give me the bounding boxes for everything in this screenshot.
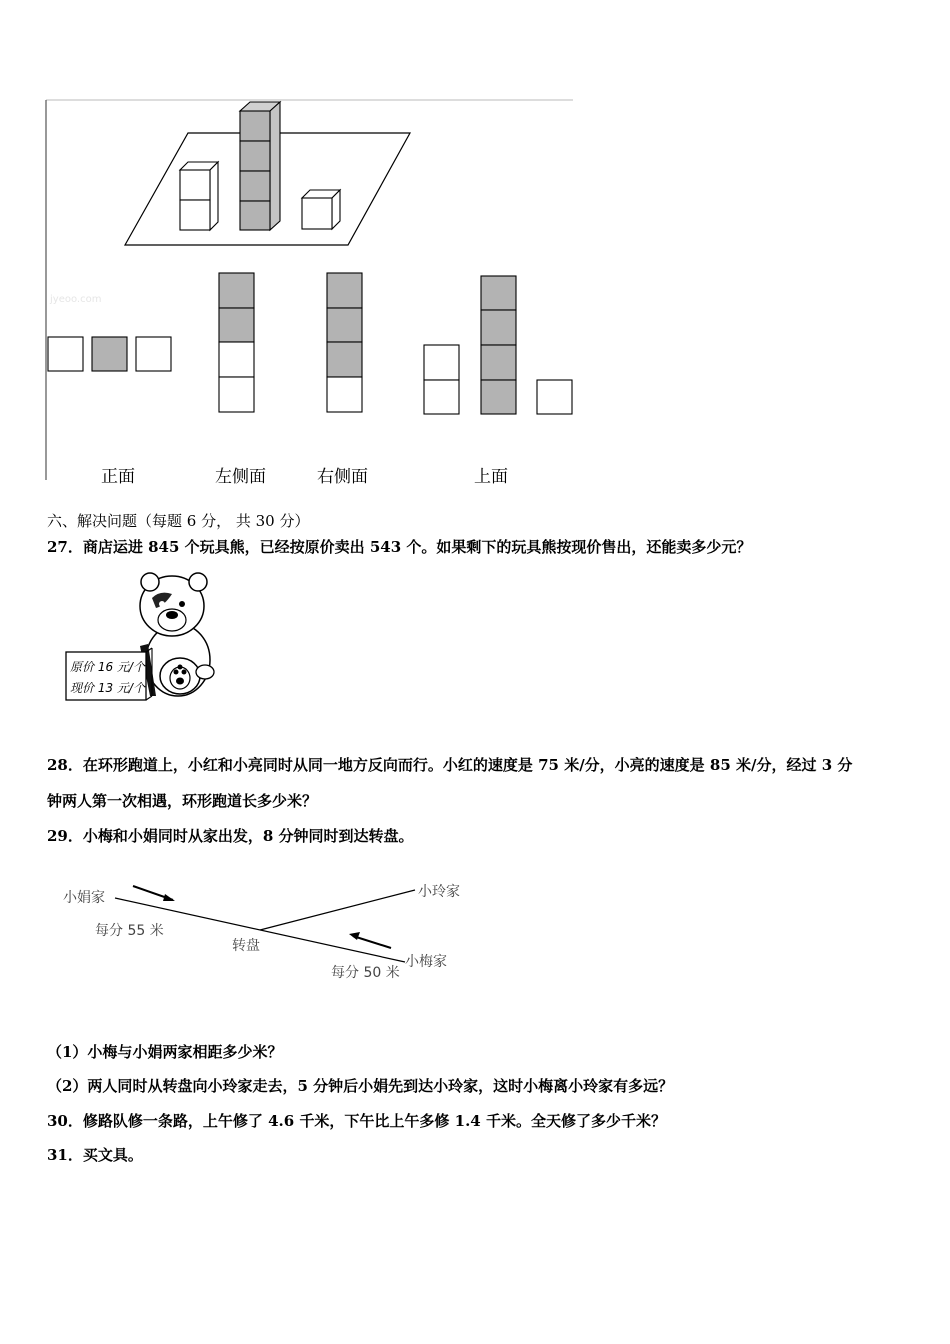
- sign-original-price: 原价 16 元/个: [70, 660, 145, 674]
- question-31: 31．买文具。: [47, 1146, 143, 1164]
- svg-text:jyeoo.com: jyeoo.com: [50, 294, 102, 305]
- question-28-line1: 28．在环形跑道上，小红和小亮同时从同一地方反向而行。小红的速度是 75 米/分，小亮的速度是 85 米/分，经过 3 分: [47, 756, 853, 774]
- label-xiaojuan-home: 小娟家: [63, 890, 105, 906]
- label-roundabout: 转盘: [232, 938, 260, 954]
- label-speed-mei: 每分 50 米: [331, 965, 400, 981]
- question-29: 29．小梅和小娟同时从家出发，8 分钟同时到达转盘。: [47, 827, 414, 845]
- stack-four-cubes: [240, 102, 280, 230]
- view-front: [48, 337, 171, 371]
- question-29-sub1: （1）小梅与小娟两家相距多少米？: [47, 1043, 283, 1061]
- cube-views-figure: [0, 0, 600, 500]
- question-29-sub2: （2）两人同时从转盘向小玲家走去，5 分钟后小娟先到达小玲家，这时小梅离小玲家有多远？: [47, 1077, 674, 1095]
- question-27: 27．商店运进 845 个玩具熊，已经按原价卖出 543 个。如果剩下的玩具熊按现价售出，还能卖多少元？: [47, 538, 752, 556]
- label-xiaoling-home: 小玲家: [418, 884, 460, 900]
- view-right: [327, 273, 362, 412]
- teddy-bear-illustration: [60, 568, 230, 708]
- label-xiaomei-home: 小梅家: [405, 954, 447, 970]
- label-top: 上面: [474, 467, 508, 487]
- question-30: 30．修路队修一条路，上午修了 4.6 千米，下午比上午多修 1.4 千米。全天修了多少千米？: [47, 1112, 666, 1130]
- single-cube: [302, 190, 340, 229]
- sign-current-price: 现价 13 元/个: [70, 681, 145, 695]
- section-title: 六、解决问题（每题 6 分， 共 30 分）: [47, 512, 310, 530]
- label-left-side: 左侧面: [215, 467, 266, 487]
- label-front: 正面: [101, 467, 135, 487]
- view-left: [219, 273, 254, 412]
- question-28-line2: 钟两人第一次相遇，环形跑道长多少米？: [47, 792, 318, 810]
- view-top: [424, 276, 572, 414]
- label-right-side: 右侧面: [317, 467, 368, 487]
- stack-two-cubes: [180, 162, 218, 230]
- label-speed-juan: 每分 55 米: [95, 923, 164, 939]
- route-diagram: [55, 870, 485, 990]
